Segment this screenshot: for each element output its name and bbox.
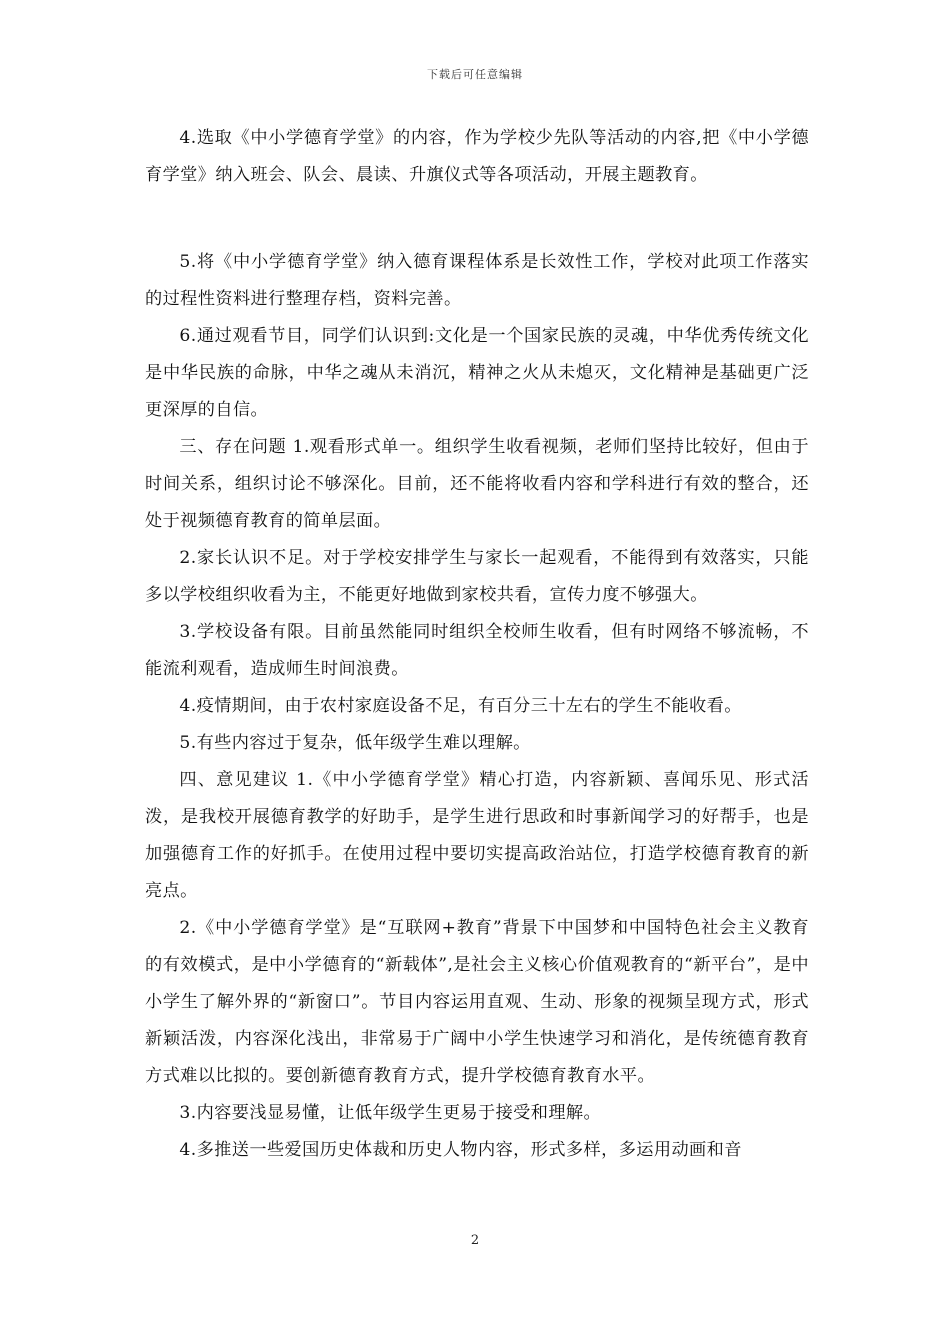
paragraph-6: 3.学校设备有限。目前虽然能同时组织全校师生收看，但有时网络不够流畅，不能流利观看，造成师生时间浪费。 bbox=[145, 622, 809, 679]
document-body bbox=[145, 120, 809, 1169]
paragraph-suggestions: 四、意见建议 1.《中小学德育学堂》精心打造，内容新颖、喜闻乐见、形式活泼，是我校开展德育教学的好助手，是学生进行思政和时事新闻学习的好帮手，也是加强德育工作的好抓手。在使用过程中要切实提高政治站位，打造学校德育教育的新亮点。 bbox=[145, 770, 809, 901]
paragraph-2: 5.将《中小学德育学堂》纳入德育课程体系是长效性工作，学校对此项工作落实的过程性资料进行整理存档，资料完善。 bbox=[145, 252, 809, 309]
page-number: 2 bbox=[470, 1233, 480, 1248]
paragraph-12: 4.多推送一些爱国历史体裁和历史人物内容，形式多样，多运用动画和音 bbox=[179, 1140, 742, 1160]
paragraph-8: 5.有些内容过于复杂，低年级学生难以理解。 bbox=[179, 733, 531, 753]
page-header: 下载后可任意编辑 bbox=[427, 68, 523, 81]
paragraph-3: 6.通过观看节目，同学们认识到:文化是一个国家民族的灵魂，中华优秀传统文化是中华民族的命脉，中华之魂从未消沉，精神之火从未熄灭，文化精神是基础更广泛更深厚的自信。 bbox=[145, 326, 809, 420]
paragraph-1: 4.选取《中小学德育学堂》的内容，作为学校少先队等活动的内容,把《中小学德育学堂》纳入班会、队会、晨读、升旗仪式等各项活动，开展主题教育。 bbox=[145, 128, 809, 185]
paragraph-10: 2.《中小学德育学堂》是“互联网+教育”背景下中国梦和中国特色社会主义教育的有效模式，是中小学德育的“新载体”,是社会主义核心价值观教育的“新平台”，是中小学生了解外界的“新窗口”。节目内容运用直观、生动、形象的视频呈现方式，形式新颖活泼，内容深化浅出，非常易于广阔中小学生快速学习和消化，是传统德育教育方式难以比拟的。要创新德育教育方式，提升学校德育教育水平。 bbox=[145, 918, 809, 1086]
paragraph-7: 4.疫情期间，由于农村家庭设备不足，有百分三十左右的学生不能收看。 bbox=[179, 696, 742, 716]
paragraph-11: 3.内容要浅显易懂，让低年级学生更易于接受和理解。 bbox=[179, 1103, 602, 1123]
paragraph-issues: 三、存在问题 1.观看形式单一。组织学生收看视频，老师们坚持比较好，但由于时间关系，组织讨论不够深化。目前，还不能将收看内容和学科进行有效的整合，还处于视频德育教育的简单层面。 bbox=[145, 437, 809, 531]
paragraph-5: 2.家长认识不足。对于学校安排学生与家长一起观看，不能得到有效落实，只能多以学校组织收看为主，不能更好地做到家校共看，宣传力度不够强大。 bbox=[145, 548, 809, 605]
